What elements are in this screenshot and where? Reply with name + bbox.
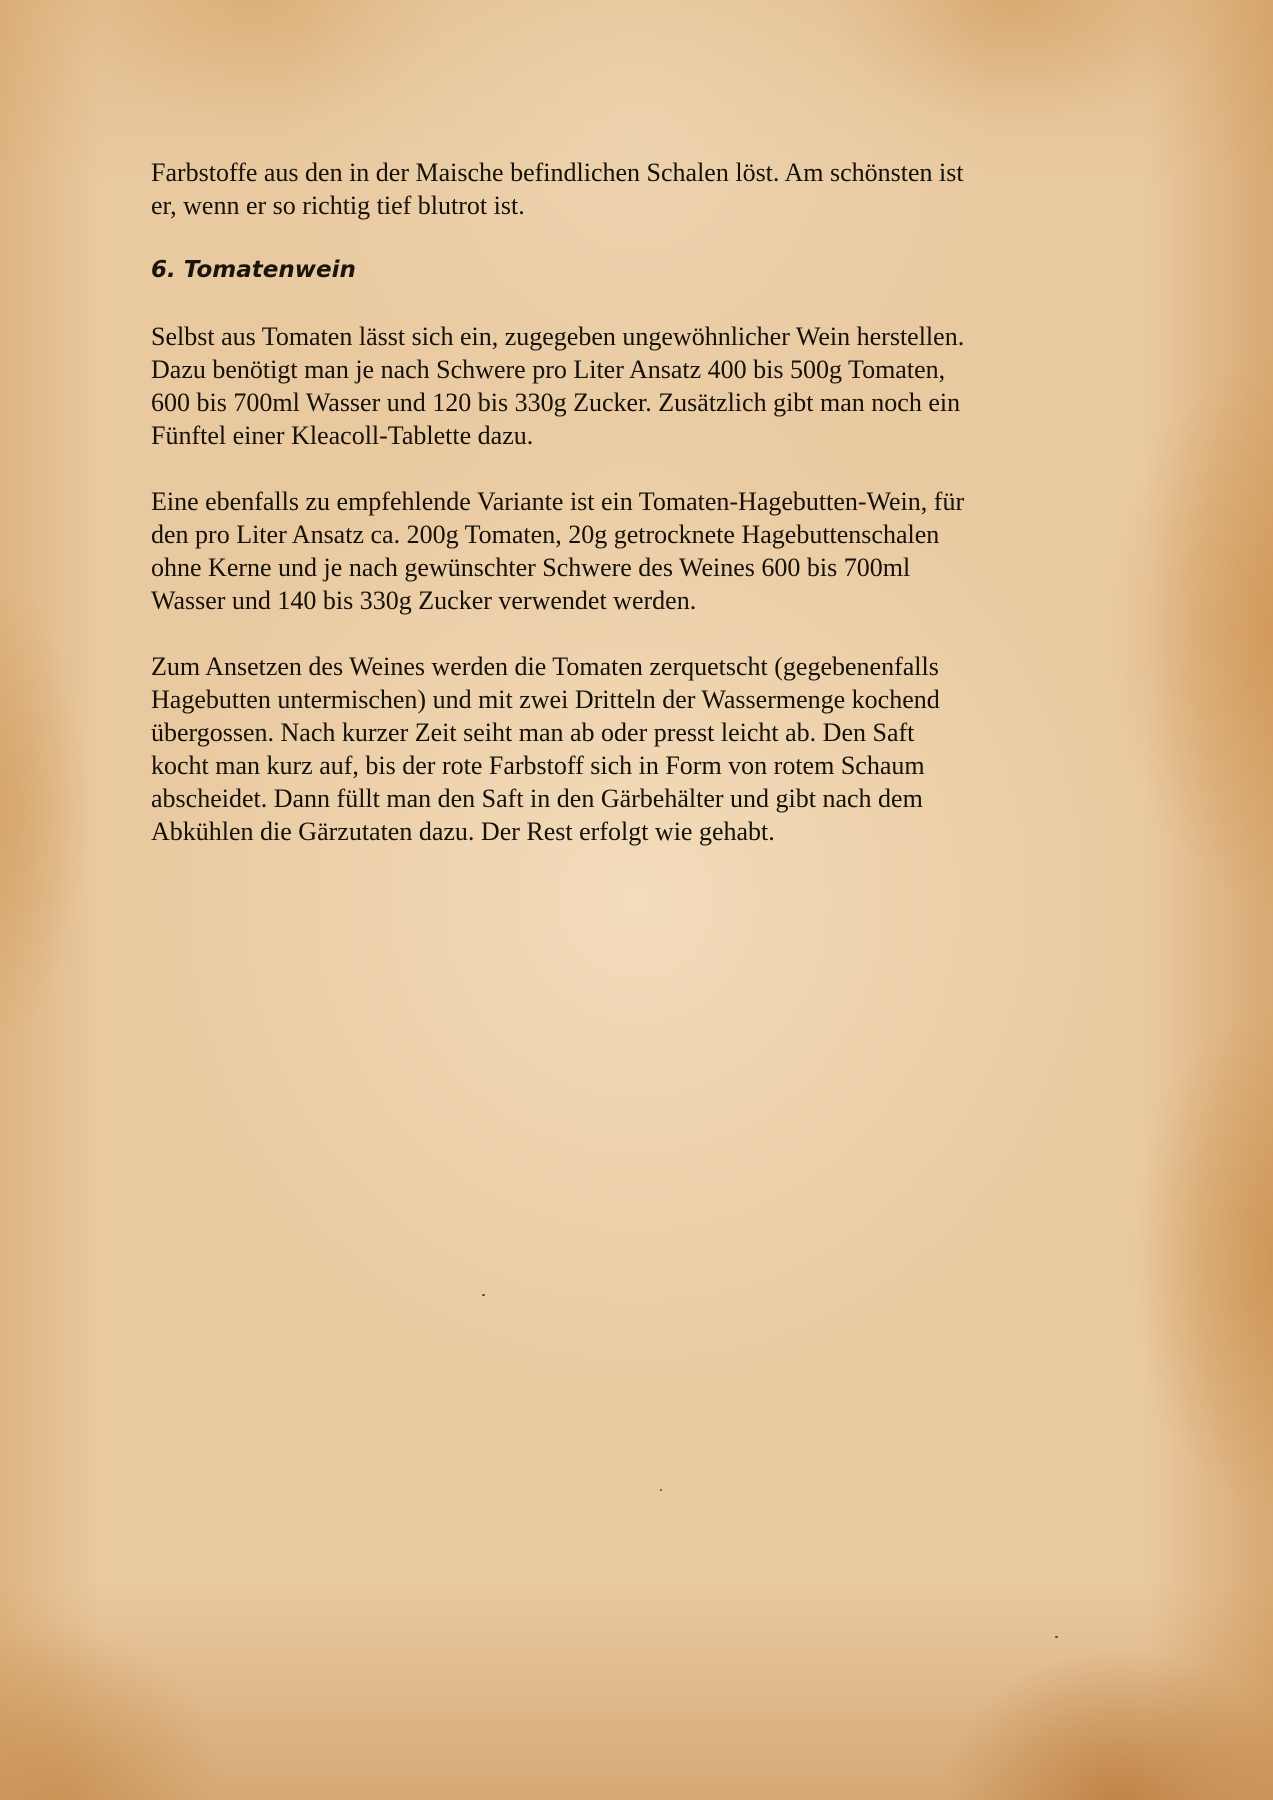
paragraph-hagebutten-variante: Eine ebenfalls zu empfehlende Variante ist ein Tomaten-Hagebutten-Wein, für den pro Liter Ansatz ca. 200g Tomaten, 20g getrocknete Hagebuttenschalen ohne Kerne und je nach gewünschter Schwere des Weines 600 bis 700ml Wasser und 140 bis 330g Zucker verwendet werden. [151,487,965,615]
paper-speck [660,1489,662,1491]
document-body [151,156,971,848]
section-heading: 6. Tomatenwein [151,257,356,283]
paragraph-tomatenwein-intro: Selbst aus Tomaten lässt sich ein, zugegeben ungewöhnlicher Wein herstellen. Dazu benötigt man je nach Schwere pro Liter Ansatz 400 bis 500g Tomaten, 600 bis 700ml Wasser und 120 bis 330g Zucker. Zusätzlich gibt man noch ein Fünftel einer Kleacoll-Tablette dazu. [151,322,965,450]
paragraph-ansetzen: Zum Ansetzen des Weines werden die Tomaten zerquetscht (gegebenenfalls Hagebutten untermischen) und mit zwei Dritteln der Wassermenge kochend übergossen. Nach kurzer Zeit seiht man ab oder presst leicht ab. Den Saft kocht man kurz auf, bis der rote Farbstoff sich in Form von rotem Schaum abscheidet. Dann füllt man den Saft in den Gärbehälter und gibt nach dem Abkühlen die Gärzutaten dazu. Der Rest erfolgt wie gehabt. [151,652,940,846]
paper-speck [1055,1636,1058,1638]
paper-speck [482,1294,485,1296]
paragraph-intro: Farbstoffe aus den in der Maische befindlichen Schalen löst. Am schönsten ist er, wenn er so richtig tief blutrot ist. [151,158,964,220]
